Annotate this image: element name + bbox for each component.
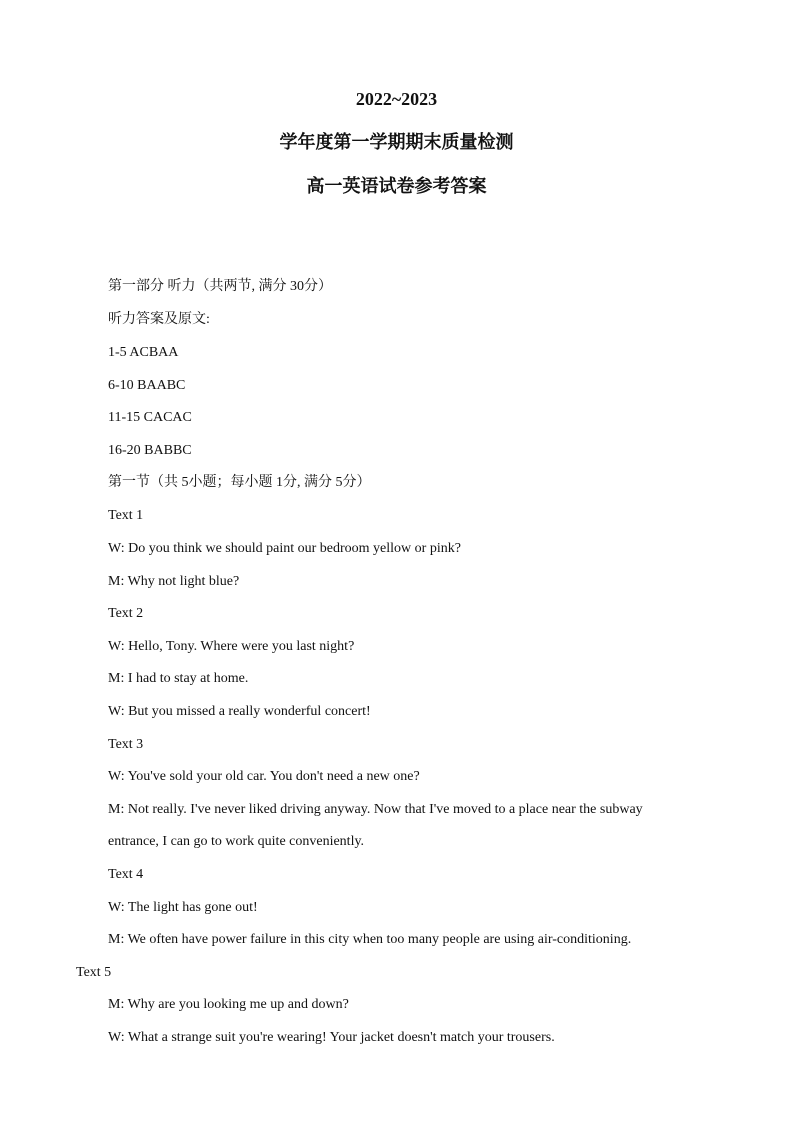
answer-row: 16-20 BABBC	[108, 443, 192, 458]
document-subject-title: 高一英语试卷参考答案	[306, 176, 487, 196]
dialogue-line: M: Why not light blue?	[108, 574, 240, 589]
text-label: Text 5	[76, 965, 112, 980]
dialogue-line: W: The light has gone out!	[108, 900, 258, 915]
text-label: Text 3	[108, 737, 144, 752]
dialogue-line: M: Why are you looking me up and down?	[108, 997, 349, 1012]
text-label: Text 2	[108, 606, 144, 621]
answer-row: 11-15 CACAC	[108, 410, 192, 425]
text-label: Text 1	[108, 508, 144, 523]
dialogue-line: W: What a strange suit you're wearing! Your jacket doesn't match your trousers.	[108, 1030, 555, 1045]
dialogue-line: M: I had to stay at home.	[108, 671, 249, 686]
document-term-title: 学年度第一学期期末质量检测	[279, 132, 514, 152]
dialogue-line: W: But you missed a really wonderful concert!	[108, 704, 371, 719]
part1-heading: 第一部分 听力（共两节, 满分 30分）	[108, 279, 332, 294]
dialogue-line-continuation: entrance, I can go to work quite conveniently.	[108, 834, 365, 849]
answer-row: 6-10 BAABC	[108, 378, 186, 393]
dialogue-line: M: We often have power failure in this city when too many people are using air-conditioning.	[108, 932, 632, 947]
text-label: Text 4	[108, 867, 144, 882]
dialogue-line: W: You've sold your old car. You don't need a new one?	[108, 769, 420, 784]
answers-heading: 听力答案及原文:	[108, 312, 210, 327]
dialogue-line: W: Hello, Tony. Where were you last night?	[108, 639, 355, 654]
dialogue-line: W: Do you think we should paint our bedroom yellow or pink?	[108, 541, 461, 556]
document-year: 2022~2023	[355, 89, 438, 109]
dialogue-line: M: Not really. I've never liked driving anyway. Now that I've moved to a place near the subway	[108, 802, 643, 817]
answer-row: 1-5 ACBAA	[108, 345, 179, 360]
section1-heading: 第一节（共 5小题；每小题 1分, 满分 5分）	[108, 475, 371, 490]
